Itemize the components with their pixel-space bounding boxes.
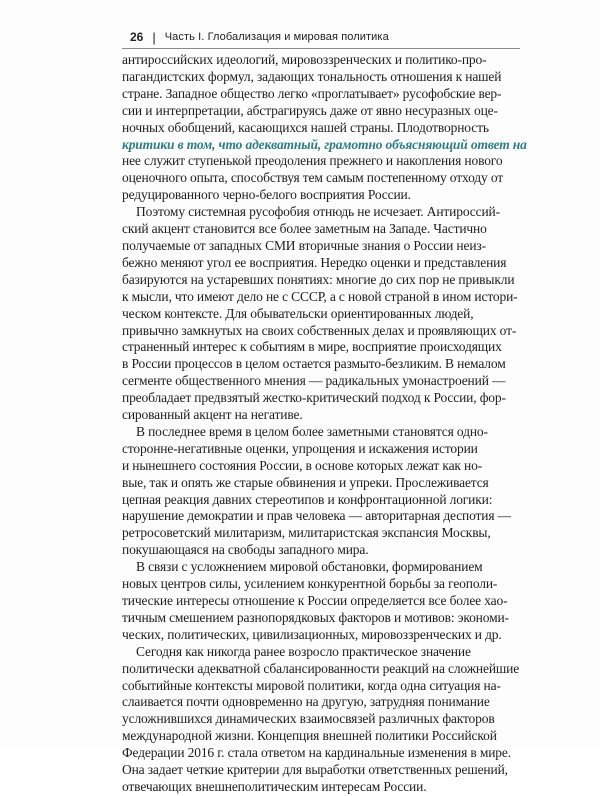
- text-line: получаемые от западных СМИ вторичные знания о России неиз-: [122, 237, 486, 253]
- running-header: [130, 30, 389, 44]
- text-line: международной жизни. Концепция внешней политики Российской: [122, 728, 497, 744]
- text-line: вые, так и опять же старые обвинения и упреки. Прослеживается: [122, 474, 489, 490]
- text-line: В последнее время в целом более заметными становятся одно-: [136, 423, 488, 439]
- header-separator: |: [152, 29, 156, 45]
- text-line: страненный интерес к событиям в мире, восприятие происходящих: [122, 339, 502, 355]
- paragraph: [122, 424, 534, 559]
- text-line: антироссийских идеологий, мировоззренческих и политико-про-: [122, 52, 487, 67]
- text-line: Сегодня как никогда ранее возросло практическое значение: [136, 643, 471, 659]
- text-line: стране. Западное общество легко «проглатывает» русофобские вер-: [122, 85, 502, 101]
- text-line: сторонне-негативные оценки, упрощения и искажения истории: [122, 440, 478, 456]
- text-line: цепная реакция давних стереотипов и конфронтационной логики:: [122, 491, 493, 507]
- text-line: преобладает предвзятый жестко-критический подход к России, фор-: [122, 390, 506, 406]
- text-line: В связи с усложнением мировой обстановки, формированием: [136, 559, 483, 575]
- text-line: Поэтому системная русофобия отнюдь не исчезает. Антироссий-: [136, 204, 500, 220]
- text-line: оценочного опыта, способствуя тем самым постепенному отходу от: [122, 170, 503, 186]
- text-line: в России процессов в целом остается размыто-безликим. В немалом: [122, 356, 506, 372]
- paragraph: [122, 52, 534, 204]
- text-line: покушающаяся на свободы западного мира.: [122, 542, 369, 558]
- text-line: нарушение демократии и прав человека — авторитарная деспотия —: [122, 508, 512, 524]
- text-line: ческом контексте. Для обывательски ориентированных людей,: [122, 305, 474, 321]
- text-line: Она задает четкие критерии для выработки ответственных решений,: [122, 762, 508, 778]
- text-line: ночных обобщений, касающихся нашей страны. Плодотворность: [122, 119, 489, 135]
- paragraph: [122, 204, 534, 424]
- text-line: нее служит ступенькой преодоления прежнего и накопления нового: [122, 153, 503, 169]
- text-line: ческих, политических, цивилизационных, мировоззренческих и др.: [122, 626, 502, 642]
- page-number: 26: [130, 30, 144, 44]
- paragraph: [122, 559, 534, 644]
- text-line: тичным смешением разнопорядковых факторов и мотивов: экономи-: [122, 609, 509, 625]
- text-line: базируются на устаревших понятиях: многие до сих пор не привыкли: [122, 271, 515, 287]
- text-line: пагандистских формул, задающих тональность отношения к нашей: [122, 68, 502, 84]
- text-line: слаивается почти одновременно на другую, затрудняя понимание: [122, 694, 490, 710]
- chapter-title: Часть I. Глобализация и мировая политика: [164, 31, 389, 43]
- header-rule: [122, 48, 520, 49]
- text-line: к мысли, что имеют дело не с СССР, а с новой страной в ином истори-: [122, 288, 518, 304]
- text-line: Федерации 2016 г. стала ответом на кардинальные изменения в мире.: [122, 745, 511, 761]
- text-line: сированный акцент на негативе.: [122, 407, 303, 423]
- text-line: и нынешнего состояния России, в основе которых лежат как но-: [122, 457, 483, 473]
- text-line: событийные контексты мировой политики, когда одна ситуация на-: [122, 677, 501, 693]
- text-line: сегменте общественного мнения — радикальных умонастроений —: [122, 373, 506, 389]
- text-line: редуцированного черно-белого восприятия России.: [122, 187, 411, 203]
- paragraph: [122, 644, 534, 796]
- text-line: привычно замкнутых на своих собственных делах и проявляющих от-: [122, 322, 517, 338]
- highlighted-text-line: критики в том, что адекватный, грамотно объясняющий ответ на: [122, 136, 527, 152]
- text-line: бежно меняют угол ее восприятия. Нередко оценки и представления: [122, 254, 507, 270]
- text-line: тические интересы отношение к России определяется все более хао-: [122, 593, 508, 608]
- text-line: отвечающих внешнеполитическим интересам России.: [122, 778, 427, 794]
- text-line: новых центров силы, усилением конкурентной борьбы за геополи-: [122, 576, 498, 592]
- text-line: политически адекватной сбалансированности реакций на сложнейшие: [122, 660, 520, 676]
- text-line: усложнившихся динамических взаимосвязей различных факторов: [122, 711, 495, 727]
- text-line: ретросоветский милитаризм, милитаристская экспансия Москвы,: [122, 525, 491, 541]
- text-line: ский акцент становится все более заметным на Западе. Частично: [122, 221, 487, 237]
- text-body: [122, 52, 534, 796]
- text-line: сии и интерпретации, абстрагируясь даже от явно несуразных оце-: [122, 102, 498, 118]
